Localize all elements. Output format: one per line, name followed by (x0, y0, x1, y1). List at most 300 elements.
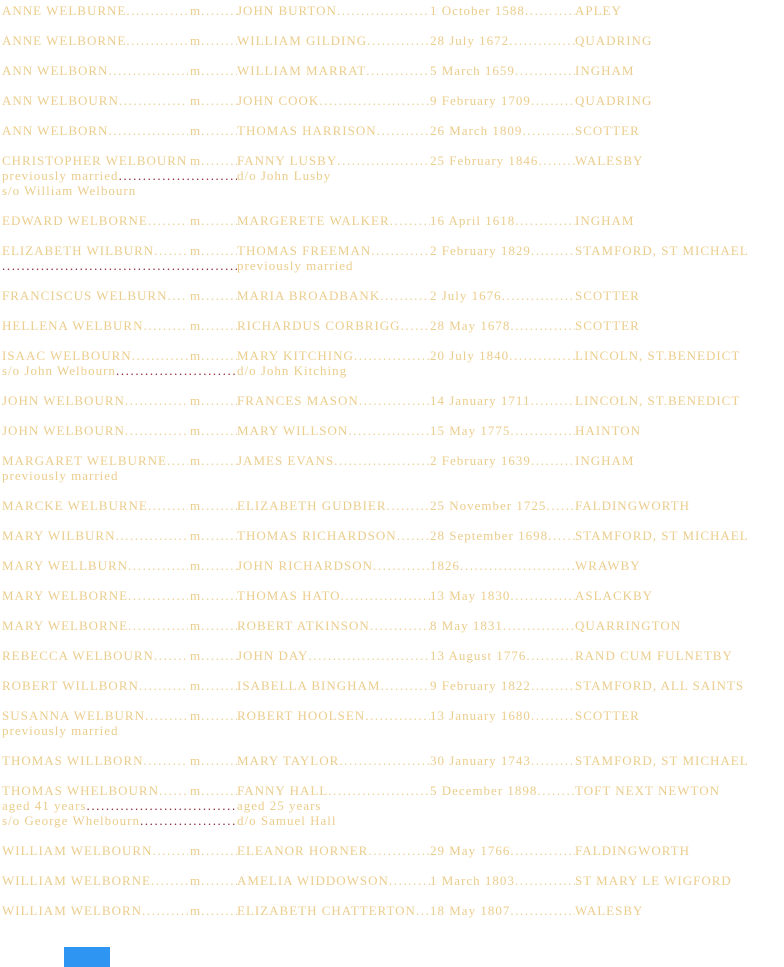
dotted-leader (531, 753, 575, 768)
record-place: ASLACKBY (575, 588, 654, 603)
dotted-leader (167, 288, 188, 303)
marriage-record-row (2, 3, 784, 18)
note-left-text: s/o William Welbourn (2, 183, 137, 198)
record-name: ANNE WELBORNE (2, 33, 127, 48)
dotted-leader (354, 348, 430, 363)
dotted-leader (531, 678, 575, 693)
dotted-leader (368, 843, 430, 858)
note-left-text: s/o John Welbourn (2, 363, 116, 378)
record-place: LINCOLN, ST.BENEDICT (575, 393, 741, 408)
married-abbrev: m (190, 213, 202, 228)
record-date: 1826 (430, 558, 460, 573)
record-date: 1 March 1803 (430, 873, 515, 888)
married-abbrev: m (190, 648, 202, 663)
marriage-record-row (2, 678, 784, 693)
record-note-line (2, 468, 784, 483)
record-spouse: RICHARDUS CORBRIGG (237, 318, 401, 333)
record-spouse: AMELIA WIDDOWSON (237, 873, 389, 888)
dotted-leader (144, 753, 188, 768)
record-main-line (2, 648, 784, 663)
dotted-leader (201, 63, 237, 78)
marriage-record-row (2, 393, 784, 408)
dotted-leader (525, 3, 575, 18)
dotted-leader (125, 393, 188, 408)
record-date: 18 May 1807 (430, 903, 511, 918)
dotted-leader (201, 843, 237, 858)
record-main-line (2, 33, 784, 48)
dotted-leader (371, 243, 430, 258)
record-main-line (2, 708, 784, 723)
marriage-record-row (2, 63, 784, 78)
marriage-record-row (2, 528, 784, 543)
dotted-leader (510, 318, 575, 333)
record-date: 5 March 1659 (430, 63, 515, 78)
record-name: ANN WELBORN (2, 123, 109, 138)
record-name: JOHN WELBOURN (2, 423, 125, 438)
dotted-leader (201, 453, 237, 468)
dotted-leader (401, 318, 430, 333)
record-name: MARY WELLBURN (2, 558, 129, 573)
record-date: 28 July 1672 (430, 33, 510, 48)
marriage-record-row (2, 348, 784, 378)
record-date: 28 September 1698 (430, 528, 549, 543)
record-date: 1 October 1588 (430, 3, 525, 18)
record-name: ANN WELBOURN (2, 93, 119, 108)
dotted-leader (201, 288, 237, 303)
record-date: 9 February 1709 (430, 93, 531, 108)
record-name: MARCKE WELBURNE (2, 498, 148, 513)
record-date: 13 August 1776 (430, 648, 527, 663)
note-left-text: previously married (2, 468, 119, 483)
record-place: INGHAM (575, 213, 635, 228)
record-date: 14 January 1711 (430, 393, 531, 408)
married-abbrev: m (190, 843, 202, 858)
record-place: SCOTTER (575, 123, 640, 138)
dotted-leader (126, 3, 188, 18)
dotted-leader (510, 843, 575, 858)
married-abbrev: m (190, 3, 202, 18)
record-place: TOFT NEXT NEWTON (575, 783, 721, 798)
dotted-leader (132, 348, 188, 363)
marriage-record-row (2, 33, 784, 48)
dotted-leader (151, 873, 188, 888)
record-main-line (2, 588, 784, 603)
record-date: 25 February 1846 (430, 153, 539, 168)
record-place: SCOTTER (575, 708, 640, 723)
record-note-line (2, 168, 784, 183)
dotted-leader (531, 93, 575, 108)
dotted-leader (126, 33, 188, 48)
dotted-leader (502, 288, 575, 303)
record-name: EDWARD WELBORNE (2, 213, 148, 228)
record-place: INGHAM (575, 63, 635, 78)
dotted-leader (119, 93, 188, 108)
record-date: 5 December 1898 (430, 783, 538, 798)
dotted-leader (128, 618, 188, 633)
record-place: SCOTTER (575, 318, 640, 333)
note-right-text: d/o John Kitching (237, 363, 348, 378)
record-place: WALESBY (575, 903, 644, 918)
record-name: HELLENA WELBURN (2, 318, 144, 333)
dotted-leader (367, 33, 430, 48)
record-name: MARY WELBORNE (2, 618, 129, 633)
dotted-leader (144, 318, 189, 333)
dotted-leader (201, 678, 237, 693)
dotted-leader (201, 558, 237, 573)
marriage-record-row (2, 618, 784, 633)
dotted-leader (201, 213, 237, 228)
dotted-leader (416, 903, 430, 918)
dotted-leader (387, 498, 430, 513)
dotted-leader (370, 618, 430, 633)
record-main-line (2, 318, 784, 333)
marriage-record-row (2, 453, 784, 483)
dotted-leader (139, 678, 188, 693)
record-place: INGHAM (575, 453, 635, 468)
dotted-leader (159, 783, 188, 798)
record-place: LINCOLN, ST.BENEDICT (575, 348, 741, 363)
marriage-record-row (2, 783, 784, 828)
record-spouse: MARY WILLSON (237, 423, 349, 438)
record-date: 28 May 1678 (430, 318, 511, 333)
dotted-leader (167, 453, 188, 468)
dotted-leader (339, 753, 430, 768)
record-place: QUADRING (575, 93, 653, 108)
record-name: ELIZABETH WILBURN (2, 243, 155, 258)
note-left-text: s/o George Whelbourn (2, 813, 140, 828)
married-abbrev: m (190, 123, 202, 138)
record-spouse: MARY TAYLOR (237, 753, 340, 768)
married-abbrev: m (190, 903, 202, 918)
dotted-leader (201, 33, 237, 48)
dotted-leader (308, 648, 430, 663)
record-main-line (2, 528, 784, 543)
footer-blue-box[interactable] (64, 947, 110, 967)
record-main-line (2, 498, 784, 513)
record-place: QUADRING (575, 33, 653, 48)
married-abbrev: m (190, 528, 202, 543)
record-spouse: MARIA BROADBANK (237, 288, 381, 303)
married-abbrev: m (190, 588, 202, 603)
record-date: 16 April 1618 (430, 213, 516, 228)
dotted-leader (510, 903, 575, 918)
record-name: MARY WILBURN (2, 528, 116, 543)
dotted-leader (201, 648, 237, 663)
dotted-leader (537, 783, 575, 798)
record-place: FALDINGWORTH (575, 498, 690, 513)
married-abbrev: m (190, 63, 202, 78)
note-left-text: previously married (2, 723, 119, 738)
dotted-leader (201, 498, 237, 513)
record-place: SCOTTER (575, 288, 640, 303)
dotted-leader (397, 528, 430, 543)
record-spouse: JOHN RICHARDSON (237, 558, 373, 573)
married-abbrev: m (190, 243, 202, 258)
record-name: MARGARET WELBURNE (2, 453, 167, 468)
record-name: FRANCISCUS WELBURN (2, 288, 168, 303)
married-abbrev: m (190, 453, 202, 468)
dotted-leader (509, 348, 575, 363)
married-abbrev: m (190, 558, 202, 573)
dotted-leader (373, 558, 430, 573)
note-right-text: previously married (237, 258, 354, 273)
dotted-leader (460, 558, 575, 573)
record-main-line (2, 678, 784, 693)
marriage-record-row (2, 843, 784, 858)
dotted-leader (115, 528, 188, 543)
record-date: 25 November 1725 (430, 498, 547, 513)
record-note-line (2, 258, 784, 273)
married-abbrev: m (190, 318, 202, 333)
dotted-leader (201, 708, 237, 723)
note-left-text: aged 41 years (2, 798, 87, 813)
record-spouse: ELIZABETH CHATTERTON (237, 903, 416, 918)
records-list (2, 3, 784, 918)
marriage-record-row (2, 153, 784, 198)
note-right-text: d/o John Lusby (237, 168, 332, 183)
dotted-leader (201, 783, 237, 798)
record-spouse: FANNY LUSBY (237, 153, 338, 168)
record-spouse: JOHN BURTON (237, 3, 337, 18)
dotted-leader (530, 393, 575, 408)
dotted-leader (548, 528, 575, 543)
dotted-leader (510, 588, 575, 603)
marriage-record-row (2, 903, 784, 918)
married-abbrev: m (190, 423, 202, 438)
dotted-leader (377, 123, 430, 138)
dotted-leader (515, 213, 575, 228)
marriage-record-row (2, 873, 784, 888)
marriage-record-row (2, 213, 784, 228)
record-spouse: ROBERT HOOLSEN (237, 708, 366, 723)
record-spouse: THOMAS RICHARDSON (237, 528, 397, 543)
marriage-record-row (2, 423, 784, 438)
marriage-record-row (2, 243, 784, 273)
married-abbrev: m (190, 753, 202, 768)
dotted-leader-maroon (140, 813, 237, 828)
record-main-line (2, 63, 784, 78)
dotted-leader-maroon (119, 168, 237, 183)
record-name: SUSANNA WELBURN (2, 708, 145, 723)
dotted-leader (201, 423, 237, 438)
record-main-line (2, 348, 784, 363)
dotted-leader (515, 873, 575, 888)
record-name: JOHN WELBOURN (2, 393, 125, 408)
record-name: ISAAC WELBOURN (2, 348, 132, 363)
record-spouse: JAMES EVANS (237, 453, 335, 468)
dotted-leader (531, 243, 575, 258)
dotted-leader (201, 588, 237, 603)
record-place: APLEY (575, 3, 622, 18)
dotted-leader (531, 453, 575, 468)
dotted-leader (201, 318, 237, 333)
record-date: 29 May 1766 (430, 843, 511, 858)
record-spouse: ELEANOR HORNER (237, 843, 369, 858)
record-place: STAMFORD, ST MICHAEL (575, 243, 749, 258)
married-abbrev: m (190, 498, 202, 513)
record-spouse: FANNY HALL (237, 783, 329, 798)
dotted-leader (201, 153, 237, 168)
dotted-leader (509, 33, 575, 48)
dotted-leader (334, 453, 430, 468)
record-main-line (2, 153, 784, 168)
record-place: STAMFORD, ST MICHAEL (575, 753, 749, 768)
marriage-record-row (2, 588, 784, 603)
record-name: WILLIAM WELBORN (2, 903, 143, 918)
record-place: WRAWBY (575, 558, 641, 573)
married-abbrev: m (190, 153, 202, 168)
dotted-leader (538, 153, 575, 168)
record-place: QUARRINGTON (575, 618, 682, 633)
record-main-line (2, 753, 784, 768)
record-note-line (2, 723, 784, 738)
record-date: 2 February 1639 (430, 453, 531, 468)
dotted-leader (152, 843, 188, 858)
record-date: 2 February 1829 (430, 243, 531, 258)
record-name: CHRISTOPHER WELBOURN (2, 153, 188, 168)
dotted-leader (337, 153, 430, 168)
record-main-line (2, 453, 784, 468)
dotted-leader (201, 93, 237, 108)
record-place: RAND CUM FULNETBY (575, 648, 733, 663)
dotted-leader (201, 873, 237, 888)
married-abbrev: m (190, 708, 202, 723)
dotted-leader (154, 243, 188, 258)
married-abbrev: m (190, 678, 202, 693)
dotted-leader (128, 588, 188, 603)
dotted-leader (546, 498, 575, 513)
record-date: 13 January 1680 (430, 708, 531, 723)
dotted-leader (201, 123, 237, 138)
record-main-line (2, 123, 784, 138)
record-date: 30 January 1743 (430, 753, 531, 768)
record-place: STAMFORD, ST MICHAEL (575, 528, 749, 543)
married-abbrev: m (190, 288, 202, 303)
record-spouse: JOHN DAY (237, 648, 309, 663)
marriage-record-row (2, 498, 784, 513)
dotted-leader (319, 93, 430, 108)
dotted-leader (145, 708, 188, 723)
record-name: THOMAS WILLBORN (2, 753, 144, 768)
marriage-record-row (2, 648, 784, 663)
dotted-leader (201, 618, 237, 633)
record-note-line (2, 183, 784, 198)
dotted-leader (503, 618, 575, 633)
record-main-line (2, 423, 784, 438)
record-main-line (2, 618, 784, 633)
record-spouse: ELIZABETH GUDBIER (237, 498, 387, 513)
dotted-leader (128, 558, 188, 573)
dotted-leader (380, 678, 430, 693)
dotted-leader (341, 588, 430, 603)
dotted-leader (366, 63, 430, 78)
record-spouse: MARY KITCHING (237, 348, 354, 363)
marriage-record-row (2, 123, 784, 138)
dotted-leader-maroon (86, 798, 237, 813)
record-main-line (2, 93, 784, 108)
record-main-line (2, 243, 784, 258)
dotted-leader (389, 873, 430, 888)
record-name: ANNE WELBURNE (2, 3, 127, 18)
married-abbrev: m (190, 393, 202, 408)
record-spouse: THOMAS HATO (237, 588, 341, 603)
record-name: REBECCA WELBOURN (2, 648, 154, 663)
record-date: 26 March 1809 (430, 123, 523, 138)
record-note-line (2, 813, 784, 828)
record-date: 9 February 1822 (430, 678, 531, 693)
record-spouse: THOMAS HARRISON (237, 123, 377, 138)
record-place: FALDINGWORTH (575, 843, 690, 858)
dotted-leader (201, 753, 237, 768)
record-name: ROBERT WILLBORN (2, 678, 139, 693)
dotted-leader (359, 393, 430, 408)
dotted-leader (526, 648, 575, 663)
record-main-line (2, 288, 784, 303)
marriage-record-row (2, 708, 784, 738)
record-name: WILLIAM WELBORNE (2, 873, 151, 888)
note-right-text: d/o Samuel Hall (237, 813, 337, 828)
dotted-leader (142, 903, 188, 918)
record-spouse: FRANCES MASON (237, 393, 359, 408)
record-main-line (2, 843, 784, 858)
record-date: 13 May 1830 (430, 588, 511, 603)
record-spouse: JOHN COOK (237, 93, 320, 108)
dotted-leader-maroon (2, 258, 237, 273)
dotted-leader (154, 648, 188, 663)
dotted-leader (348, 423, 430, 438)
dotted-leader (148, 498, 188, 513)
record-spouse: THOMAS FREEMAN (237, 243, 372, 258)
dotted-leader (515, 63, 575, 78)
dotted-leader (201, 528, 237, 543)
record-place: ST MARY LE WIGFORD (575, 873, 732, 888)
marriage-record-row (2, 93, 784, 108)
record-place: HAINTON (575, 423, 641, 438)
dotted-leader (108, 123, 188, 138)
record-note-line (2, 798, 784, 813)
dotted-leader (201, 243, 237, 258)
record-name: MARY WELBORNE (2, 588, 129, 603)
dotted-leader (201, 348, 237, 363)
record-place: WALESBY (575, 153, 644, 168)
married-abbrev: m (190, 93, 202, 108)
dotted-leader (108, 63, 188, 78)
marriage-record-row (2, 753, 784, 768)
record-main-line (2, 558, 784, 573)
record-spouse: WILLIAM MARRAT (237, 63, 367, 78)
record-date: 15 May 1775 (430, 423, 511, 438)
dotted-leader (390, 213, 430, 228)
married-abbrev: m (190, 33, 202, 48)
record-spouse: ISABELLA BINGHAM (237, 678, 381, 693)
record-name: THOMAS WHELBOURN (2, 783, 159, 798)
married-abbrev: m (190, 348, 202, 363)
dotted-leader (510, 423, 575, 438)
married-abbrev: m (190, 873, 202, 888)
record-name: WILLIAM WELBOURN (2, 843, 153, 858)
marriage-record-row (2, 558, 784, 573)
dotted-leader (365, 708, 430, 723)
record-date: 20 July 1840 (430, 348, 510, 363)
record-spouse: ROBERT ATKINSON (237, 618, 370, 633)
dotted-leader (522, 123, 575, 138)
married-abbrev: m (190, 783, 202, 798)
record-main-line (2, 783, 784, 798)
record-note-line (2, 363, 784, 378)
dotted-leader (201, 903, 237, 918)
dotted-leader (148, 213, 188, 228)
dotted-leader (380, 288, 430, 303)
